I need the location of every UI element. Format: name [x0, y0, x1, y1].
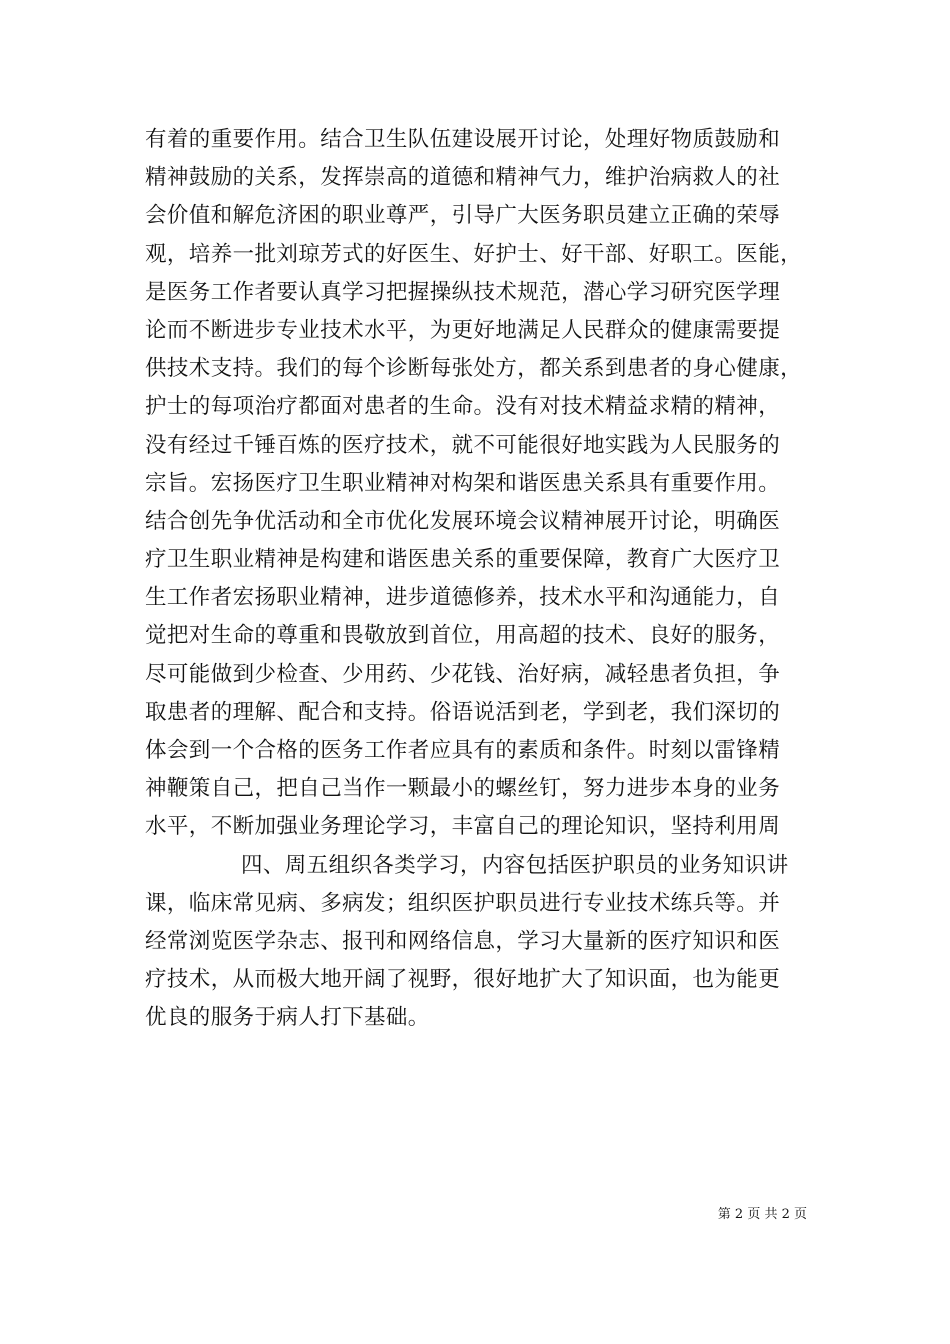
text-line: 没有经过千锤百炼的医疗技术，就不可能很好地实践为人民服务的: [145, 432, 781, 458]
text-line: 生工作者宏扬职业精神，进步道德修养，技术水平和沟通能力，自: [145, 585, 781, 611]
text-line: 水平，不断加强业务理论学习，丰富自己的理论知识，坚持利用周: [145, 814, 781, 840]
text-line: 有着的重要作用。结合卫生队伍建设展开讨论，处理好物质鼓励和: [145, 127, 781, 152]
text-line: 疗技术，从而极大地开阔了视野，很好地扩大了知识面，也为能更: [145, 967, 781, 993]
text-line: 体会到一个合格的医务工作者应具有的素质和条件。时刻以雷锋精: [145, 738, 781, 763]
text-line: 论而不断进步专业技术水平，为更好地满足人民群众的健康需要提: [145, 317, 781, 343]
text-line: 供技术支持。我们的每个诊断每张处方，都关系到患者的身心健康，: [145, 356, 803, 382]
text-line: 课，临床常见病、多病发；组织医护职员进行专业技术练兵等。并: [145, 890, 781, 916]
text-line: 取患者的理解、配合和支持。俗语说活到老，学到老，我们深切的: [145, 699, 781, 725]
text-line: 护士的每项治疗都面对患者的生命。没有对技术精益求精的精神，: [145, 394, 781, 420]
text-line: 是医务工作者要认真学习把握操纵技术规范，潜心学习研究医学理: [145, 279, 781, 305]
text-line: 疗卫生职业精神是构建和谐医患关系的重要保障，教育广大医疗卫: [145, 547, 781, 573]
text-line: 宗旨。宏扬医疗卫生职业精神对构架和谐医患关系具有重要作用。: [145, 470, 781, 496]
text-line: 优良的服务于病人打下基础。: [145, 1005, 430, 1031]
text-line: 会价值和解危济困的职业尊严，引导广大医务职员建立正确的荣辱: [145, 203, 781, 229]
page-number-footer: 第 2 页 共 2 页: [717, 1207, 807, 1222]
text-line: 神鞭策自己，把自己当作一颗最小的螺丝钉，努力进步本身的业务: [145, 776, 781, 802]
text-line: 觉把对生命的尊重和畏敬放到首位，用高超的技术、良好的服务，: [145, 623, 781, 649]
text-line: 经常浏览医学杂志、报刊和网络信息，学习大量新的医疗知识和医: [145, 928, 781, 954]
text-line: 尽可能做到少检查、少用药、少花钱、治好病，减轻患者负担，争: [145, 661, 781, 687]
text-line-indented: 四、周五组织各类学习，内容包括医护职员的业务知识讲: [241, 852, 789, 878]
text-line: 观，培养一批刘琼芳式的好医生、好护士、好干部、好职工。医能，: [145, 241, 803, 267]
text-line: 精神鼓励的关系，发挥崇高的道德和精神气力，维护治病救人的社: [145, 165, 781, 191]
body-text: [145, 121, 815, 1038]
text-line: 结合创先争优活动和全市优化发展环境会议精神展开讨论，明确医: [145, 508, 781, 534]
